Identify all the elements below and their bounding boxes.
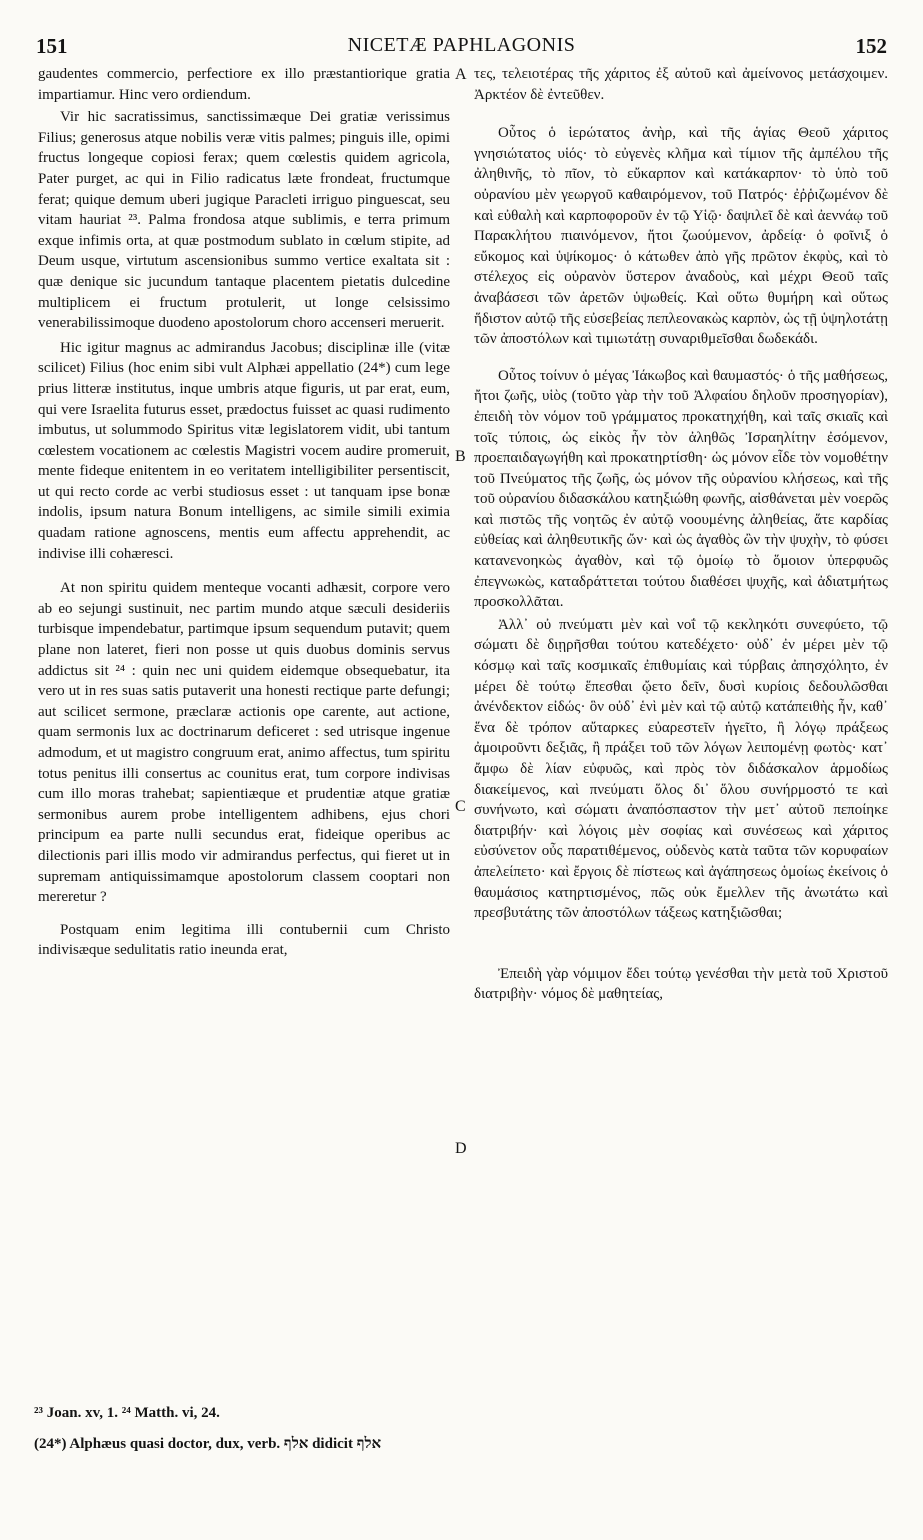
latin-paragraph: Postquam enim legitima illi contubernii cum Christo indivisæque sedulitatis ratio ineunda erat, <box>38 921 450 959</box>
section-marker-c: C <box>455 798 466 815</box>
greek-paragraph: Οὗτος τοίνυν ὁ μέγας Ἰάκωβος καὶ θαυμαστός· ὁ τῆς μαθήσεως, ἤτοι ζωῆς, υἱὸς (τοῦτο γὰρ τὴν τοῦ Ἀλφαίου δηλοῦν προσηγορίαν), ἐπειδὴ τὸν νόμον τοῦ γράμματος προκατηχήθη, καὶ ταῖς σκιαῖς καὶ τοῖς τύποις, ὡς εἰκὸς ἦν τὸν ἀληθῶς Ἰσραηλίτην ἐσόμενον, προεπαιδαγωγήθη καὶ προκατηρτίσθη· ὡς μόνον εἶδε τὸν νομοθέτην τοῦ Πνεύματος τῆς ζωῆς, ὡς μόνον τῆς οὐρανίου κλήσεως, καὶ τῆς τοῦ οὐρανίου διδασκάλου κατηξιώθη φωνῆς, αἰσθάνεται μὲν νοερῶς καὶ πιστῶς τῆς νοητῶς ἐν αὐτῷ νοουμένης ἀληθείας, ἅτε καρδίας εὐθείας καὶ ἀληθευτικῆς ὤν· καὶ ὡς ἀγαθὸς ὢν τὴν ψυχὴν, τὸ φύσει κατανενοηκὼς ἀγαθὸν, καὶ τῷ ὁμοίῳ τὸ ὅμοιον ὑπερφυῶς ἐπεγνωκὼς, καταδράττεται τούτου διαθέσει ψυχῆς, καὶ ἀδιατμήτως προσκολλᾶται. <box>474 367 888 611</box>
footnote-note: (24*) Alphæus quasi doctor, dux, verb. אלף didicit אלף <box>34 1436 382 1452</box>
section-marker-b: B <box>455 448 466 465</box>
footnote-references: ²³ Joan. xv, 1. ²⁴ Matth. vi, 24. <box>34 1405 220 1421</box>
section-marker-a: A <box>455 66 467 83</box>
greek-paragraph: Ἐπειδὴ γὰρ νόμιμον ἔδει τούτῳ γενέσθαι τὴν μετὰ τοῦ Χριστοῦ διατριβὴν· νόμος δὲ μαθητείας, <box>474 965 888 1003</box>
greek-paragraph: Οὗτος ὁ ἱερώτατος ἀνὴρ, καὶ τῆς ἁγίας Θεοῦ χάριτος γνησιώτατος υἱός· τὸ εὐγενὲς κλῆμα καὶ τίμιον τῆς ἀμπέλου τῆς ἀληθινῆς, τὸ πῖον, τὸ εὔκαρπον καὶ κατάκαρπον· τὸ ὑπὸ τοῦ οὐρανίου μὲν γεωργοῦ καθαιρόμενον, τοῦ Πατρός· ἐῤῥιζωμένον δὲ καὶ εὐθαλὴ καὶ καρποφοροῦν ἐν τῷ Υἱῷ· δαψιλεῖ δὲ καὶ ἀεννάῳ τοῦ Παρακλήτου πιαινόμενον, ἤτοι ζωούμενον, ἀρδείᾳ· ὁ φοῖνιξ ὁ εὔκομος καὶ ὑψίκομος· ὁ κάτωθεν ἀπὸ γῆς πρῶτον ἐκφὺς, καὶ τὸ στέλεχος εἰς οὐρανὸν ὕστερον ἀναδοὺς, καὶ μέχρι Θεοῦ ταῖς ἀναβάσεσι τῶν ἀρετῶν ὑψωθείς. Καὶ οὕτω θυμήρη καὶ οὕτως ἥδιστον αὐτῷ τῆς εὐσεβείας πεπλεονακὼς καρπὸν, ὡς τῇ ὑψηλοτάτῃ τῶν ἀποστόλων καὶ τιμιωτάτῃ συναριθμεῖσθαι δωδεκάδι. <box>474 125 889 348</box>
section-marker-d: D <box>455 1140 467 1157</box>
footnotes <box>34 1405 654 1467</box>
latin-column <box>38 64 450 961</box>
latin-paragraph: gaudentes commercio, perfectiore ex illo præstantiorique gratia impartiamur. Hinc vero ordiendum. <box>38 66 450 103</box>
greek-column <box>474 64 888 1005</box>
running-title: NICETÆ PAPHLAGONIS <box>347 34 576 56</box>
greek-paragraph: Ἀλλ᾽ οὐ πνεύματι μὲν καὶ νοΐ τῷ κεκληκότι συνεφύετο, τῷ σώματι δὲ διῃρῆσθαι τούτου κατεδέχετο· οὐδ᾽ ἐν μέρει μὲν τῷ κόσμῳ καὶ ταῖς κοσμικαῖς ἐπιθυμίαις καὶ τύρβαις ἀπησχόλητο, ἐν μέρει δὲ τούτῳ ἕπεσθαι ᾤετο δεῖν, δυσὶ κυρίοις δεδουλῶσθαι ἀνένδεκτον εἰδώς· ὃν οὐδ᾽ ἑνὶ μὲν καὶ τῷ αὐτῷ κατάπειθὴς ἦν, καθ᾽ ἕνα δὲ τρόπον αὔταρκες εὐαρεστεῖν ἡγεῖτο, ἢ λόγῳ πράξεως ἀμοιροῦντι δεξιᾶς, ἢ πράξει τοῦ τῶν λόγων λειπομένῃ φωτὸς· κατ᾽ ἄμφω δὲ λίαν εὐφυῶς, καὶ πρὸς τὸν διδάσκαλον ἁρμοδίως διακείμενος, καὶ πνεύματι ὅλος δι᾽ ὅλου συνήρμοστό τε καὶ συνήνωτο, καὶ σώματι ἀναπόσπαστον τὴν μετ᾽ αὐτοῦ πεποίηκε διατριβήν· καὶ λόγοις μὲν σοφίας καὶ συνέσεως καὶ χάριτος εὐσύνετον οὖς παρατιθέμενος, οὐδενὸς κατὰ ταῦτα τῶν κορυφαίων ἀπελείπετο· καὶ ἔργοις δὲ πίστεως καὶ ἀγάπησεως ὁμοίως ἐκείνοις ὁ θαυμάσιος κατηρτισμένος, πῶς οὐκ ἔμελλεν τῆς ἀνωτάτω καὶ πρεσβυτάτης τῶν ἀποστόλων τάξεως κατηξιῶσθαι; <box>474 616 888 922</box>
latin-paragraph: Hic igitur magnus ac admirandus Jacobus; disciplinæ ille (vitæ scilicet) Filius (hoc enim sibi vult Alphæi appellatio (24*) cum lege prius litteræ institutus, inque umbris atque figuris, ut par erat, eum, qui vere Israelita futurus esset, prædoctus fuisset ac quasi rudimento imbutus, ut solummodo Spiritus vitæ legislatorem vidit, ubi tantum cœlestem vocationem ac cœlestis Magistri vocem audire promeruit, mente fideque enitentem in eo veritatem intelligibiliter persentiscit, ut qui recto corde ac verbi studiosus esset : ut tanquam ipse bonæ indolis, ipsum natura Bonum intelligens, ac simile simili eximia quadam ratione agnoscens, mentis eum affectu apprehendit, ac indivise illi cohæresci. <box>38 339 450 562</box>
greek-paragraph: τες, τελειοτέρας τῆς χάριτος ἐξ αὐτοῦ καὶ ἀμείνονος μετάσχοιμεν. Ἀρκτέον δὲ ἐντεῦθεν. <box>474 66 888 103</box>
latin-paragraph: At non spiritu quidem menteque vocanti adhæsit, corpore vero ab eo sejungi sustinuit, nec partim mundo atque sæculi desideriis turbisque impendebatur, partimque ipsum sequendum putavit; quem plane non lateret, fieri non posse ut quis duobus dominis servus addictus sit ²⁴ : quin nec uni quidem eidemque obsequebatur, ita vero ut in res suas satis putaverit una honesti rectique parte defungi; aut scilicet sermone, præclaræ actionis ope carente, aut actione, quam sermonis lux ac doctrinarum deficeret : sed utrisque ingenue admodum, et ut magistro congruum erat, animo affectus, tum spiritu totus penitus illi consertus ac counitus erat, tum corpore indivisas cum illo moras trahebat; sapientiæque et prudentiæ atque gratiæ sermonibus aurem probe intelligentem adhibens, ejus chori principum ea parte nulli secundus erat, fideique operibus ac dilectionis pari illis modo vir admirandus perfectus, qui fieret ut in supremam antiquissimamque apostolorum classem cooptari non mereretur ? <box>38 580 450 906</box>
latin-paragraph: Vir hic sacratissimus, sanctissimæque Dei gratiæ verissimus Filius; generosus atque nobilis veræ vitis palmes; pinguis ille, opimi fructus longeque copiosi ferax; quem cœlestis quidem agricola, Pater purget, ac qui in Filio radicatus læte frondeat, fructumque ferat; quique demum uberi jugique Paracleti irriguo pinguescat, seu vitam hauriat ²³. Palma frondosa atque sublimis, e terra primum exque infimis orta, at quæ postmodum sublato in cœlum stipite, ad Deum usque, virtutum ascensionibus summo vertice exaltata sit : quæ denique sic jucundum tantaque placentem pietatis dulcedine multiplicem ei fructum protulerit, ut longe celsissimo venerabilissimoque duodeno apostolorum choro accenseri meruerit. <box>38 109 450 332</box>
page-number-right: 152 <box>855 34 887 58</box>
page-header <box>30 34 893 60</box>
page-number-left: 151 <box>36 34 68 58</box>
